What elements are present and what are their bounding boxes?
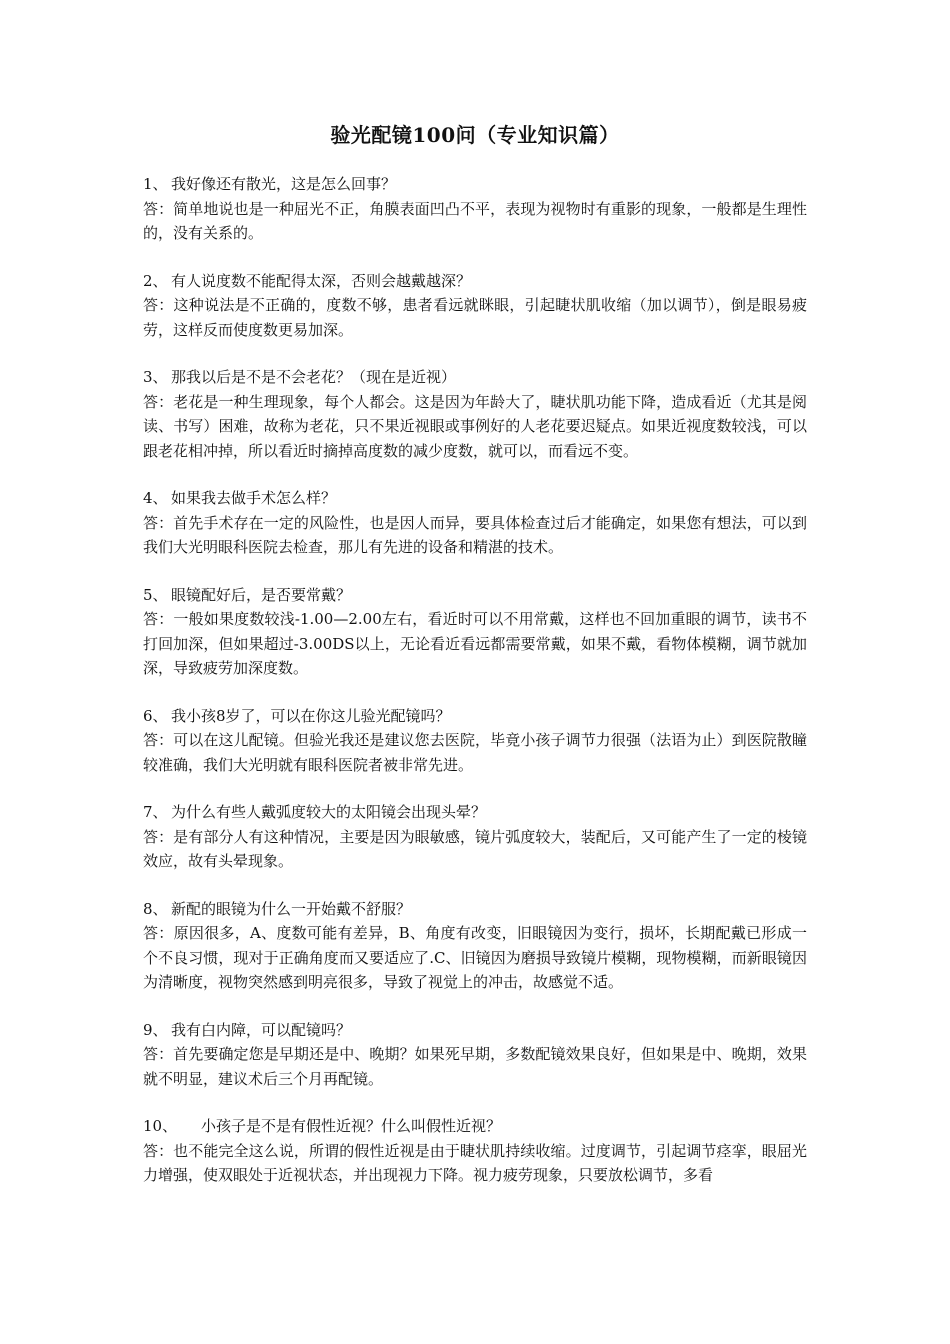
answer-text: 答：老花是一种生理现象，每个人都会。这是因为年龄大了，睫状肌功能下降，造成看近（尤其是阅读、书写）困难，故称为老花，只不果近视眼或事例好的人老花要迟疑点。如果近视度数较浅，可以跟老花相冲掉，所以看近时摘掉高度数的减少度数，就可以，而看远不变。 <box>143 392 807 460</box>
question-text: 有人说度数不能配得太深，否则会越戴越深？ <box>171 271 472 290</box>
question <box>143 1018 807 1043</box>
question-number: 3、 <box>143 368 168 386</box>
question-number: 8、 <box>143 899 168 918</box>
qa-item <box>143 704 807 778</box>
question <box>143 172 807 197</box>
answer-text: 答：可以在这儿配镜。但验光我还是建议您去医院，毕竟小孩子调节力很强（法语为止）到医院散瞳较准确，我们大光明就有眼科医院者被非常先进。 <box>143 731 807 774</box>
question-text: 我好像还有散光，这是怎么回事？ <box>171 175 397 193</box>
question-text: 新配的眼镜为什么一开始戴不舒服？ <box>171 899 412 918</box>
qa-item <box>143 365 807 463</box>
question-text: 那我以后是不是不会老花？（现在是近视） <box>171 368 457 386</box>
question-text: 我有白内障，可以配镜吗？ <box>171 1020 352 1039</box>
question <box>143 897 807 922</box>
answer-text: 答：首先手术存在一定的风险性，也是因人而异，要具体检查过后才能确定，如果您有想法，可以到我们大光明眼科医院去检查，那儿有先进的设备和精湛的技术。 <box>143 513 807 556</box>
question-text: 为什么有些人戴弧度较大的太阳镜会出现头晕？ <box>171 803 487 821</box>
question <box>143 486 807 511</box>
answer-text: 答：也不能完全这么说，所谓的假性近视是由于睫状肌持续收缩。过度调节，引起调节痉挛，眼屈光力增强，使双眼处于近视状态，并出现视力下降。视力疲劳现象，只要放松调节，多看 <box>143 1141 807 1184</box>
answer-text: 答：这种说法是不正确的，度数不够，患者看远就眯眼，引起睫状肌收缩（加以调节），倒是眼易疲劳，这样反而使度数更易加深。 <box>143 296 807 339</box>
question-text: 眼镜配好后，是否要常戴？ <box>171 585 352 604</box>
question-number: 1、 <box>143 175 168 193</box>
question-number: 7、 <box>143 803 168 821</box>
question-text: 小孩子是不是有假性近视？什么叫假性近视？ <box>201 1117 502 1135</box>
document-title: 验光配镜100问（专业知识篇） <box>330 123 620 147</box>
answer-text: 答：是有部分人有这种情况，主要是因为眼敏感，镜片弧度较大，装配后，又可能产生了一定的棱镜效应，故有头晕现象。 <box>143 827 807 870</box>
question-number: 5、 <box>143 585 168 604</box>
question <box>143 704 807 729</box>
answer-text: 答：首先要确定您是早期还是中、晚期？如果死早期，多数配镜效果良好，但如果是中、晚期，效果就不明显，建议术后三个月再配镜。 <box>143 1045 807 1088</box>
qa-item <box>143 800 807 874</box>
question <box>143 269 807 294</box>
qa-item <box>143 1114 807 1188</box>
document-page <box>143 118 807 1211</box>
qa-item <box>143 172 807 246</box>
qa-item <box>143 583 807 681</box>
question-text: 我小孩8岁了，可以在你这儿验光配镜吗？ <box>171 706 451 725</box>
question-number: 4、 <box>143 489 168 507</box>
question <box>143 1114 807 1139</box>
question-number: 10、 <box>143 1117 178 1135</box>
qa-item <box>143 897 807 995</box>
question-number: 9、 <box>143 1020 168 1039</box>
answer-text: 答：原因很多，A、度数可能有差异，B、角度有改变，旧眼镜因为变行，损坏，长期配戴已形成一个不良习惯，现对于正确角度而又要适应了.C、旧镜因为磨损导致镜片模糊，现物模糊，而新眼镜因为清晰度，视物突然感到明亮很多，导致了视觉上的冲击，故感觉不适。 <box>143 924 807 991</box>
question-number: 6、 <box>143 706 168 725</box>
qa-item <box>143 486 807 560</box>
answer-text: 答：简单地说也是一种屈光不正，角膜表面凹凸不平，表现为视物时有重影的现象，一般都是生理性的，没有关系的。 <box>143 199 807 242</box>
question-number: 2、 <box>143 271 168 290</box>
question <box>143 583 807 608</box>
question <box>143 800 807 825</box>
qa-item <box>143 1018 807 1092</box>
qa-list <box>143 172 807 1188</box>
question <box>143 365 807 390</box>
answer-text: 答：一般如果度数较浅-1.00—2.00左右，看近时可以不用常戴，这样也不回加重眼的调节，读书不打回加深，但如果超过-3.00DS以上，无论看近看远都需要常戴，如果不戴，看物体模糊，调节就加深，导致疲劳加深度数。 <box>143 610 807 677</box>
qa-item <box>143 269 807 343</box>
question-text: 如果我去做手术怎么样？ <box>171 489 337 507</box>
